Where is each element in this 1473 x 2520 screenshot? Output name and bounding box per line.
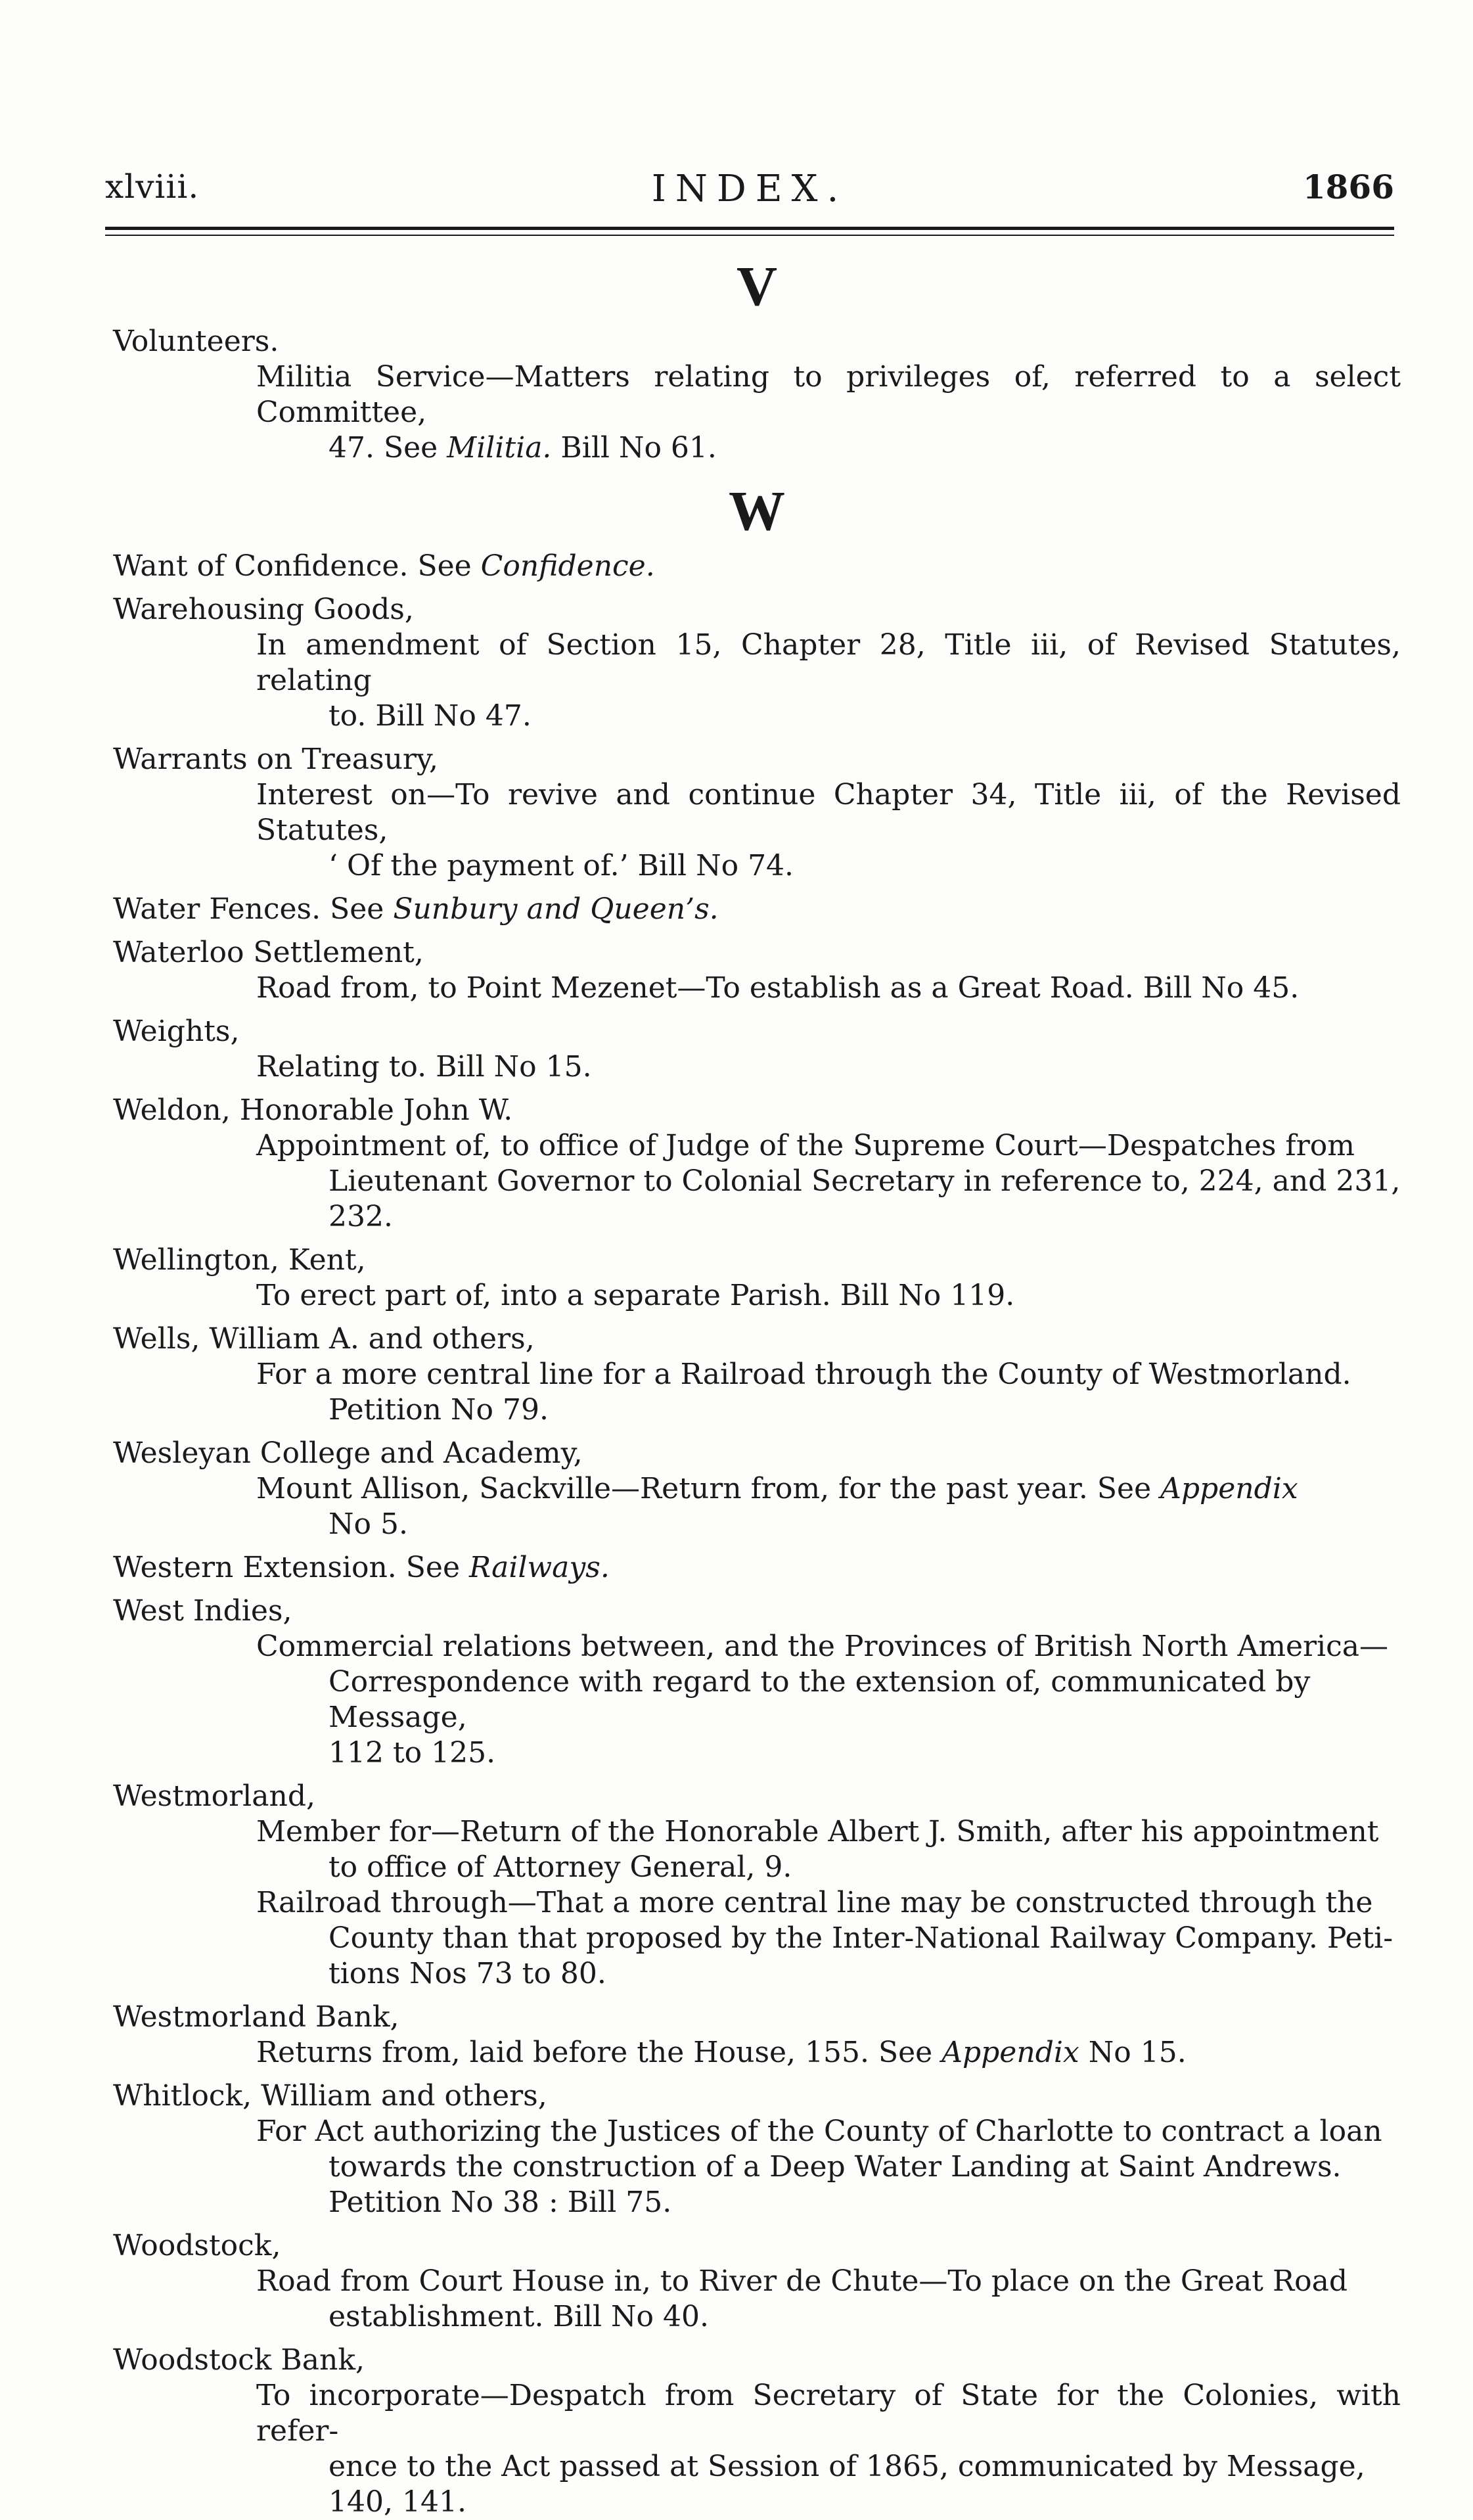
- entry-heading: [113, 1779, 1401, 1814]
- page-header: [105, 168, 1394, 214]
- entry-text: Petition No 38 : Bill 75.: [329, 2186, 672, 2219]
- entry-subheading: [256, 628, 1401, 734]
- subheading-line: [256, 971, 1401, 1006]
- subheading-line: [256, 1049, 1401, 1085]
- entry-subheading: [256, 1814, 1401, 1885]
- subheading-line: [256, 1629, 1401, 1664]
- entry-heading: [113, 592, 1401, 628]
- subheading-continuation: [256, 1664, 1401, 1771]
- page-title: INDEX.: [651, 168, 848, 210]
- index-entry: [113, 2000, 1401, 2071]
- subheading-line: [256, 359, 1401, 430]
- entry-heading-text: Westmorland Bank,: [113, 2000, 399, 2034]
- subheading-line: [256, 1128, 1401, 1164]
- index-entry: [113, 2343, 1401, 2520]
- entry-text: Road from Court House in, to River de Chute—To place on the Great Road: [256, 2264, 1348, 2298]
- index-entry: [113, 1093, 1401, 1235]
- entry-text: Bill No 61.: [551, 431, 717, 465]
- entry-subheading: [256, 777, 1401, 884]
- entry-text: Appendix: [941, 2036, 1079, 2069]
- entry-heading-text: Waterloo Settlement,: [113, 936, 424, 969]
- subheading-continuation: [256, 848, 1401, 884]
- entry-heading-text: Confidence.: [480, 549, 655, 583]
- entry-text: Mount Allison, Sackville—Return from, for the past year. See: [256, 1472, 1161, 1505]
- entry-heading: [113, 742, 1401, 777]
- subheading-continuation: [256, 430, 1401, 466]
- entry-text: To erect part of, into a separate Parish. Bill No 119.: [256, 1279, 1015, 1312]
- index-entry: [113, 935, 1401, 1006]
- entry-text: Commercial relations between, and the Provinces of British North America—: [256, 1630, 1388, 1663]
- entry-heading-text: Weights,: [113, 1015, 240, 1048]
- entry-subheading: [256, 971, 1401, 1006]
- entry-heading: [113, 2343, 1401, 2378]
- entry-heading: [113, 1243, 1401, 1278]
- subheading-continuation: [256, 1921, 1401, 1992]
- subheading-continuation: [256, 2149, 1401, 2220]
- subheading-line: [256, 777, 1401, 848]
- header-rule-thick: [105, 227, 1394, 230]
- entry-heading-text: Warrants on Treasury,: [113, 743, 438, 776]
- index-entry: [113, 742, 1401, 884]
- entry-subheading: [256, 1357, 1401, 1428]
- index-entry: [113, 2228, 1401, 2335]
- entry-heading: [113, 1593, 1401, 1629]
- entry-text: For a more central line for a Railroad through the County of Westmorland.: [256, 1358, 1351, 1391]
- entry-text: Militia Service—Matters relating to privileges of, referred to a select Committee,: [256, 360, 1401, 429]
- subheading-line: [256, 1885, 1401, 1921]
- subheading-line: [256, 1814, 1401, 1850]
- subheading-line: [256, 2035, 1401, 2071]
- entry-text: tions Nos 73 to 80.: [329, 1957, 606, 1990]
- entry-text: Member for—Return of the Honorable Albert J. Smith, after his appointment: [256, 1815, 1379, 1848]
- subheading-continuation: [256, 2299, 1401, 2335]
- index-entry: [113, 1593, 1401, 1771]
- subheading-continuation: [256, 2449, 1401, 2520]
- entry-heading-text: Woodstock,: [113, 2229, 281, 2262]
- entry-text: to. Bill No 47.: [329, 699, 532, 733]
- header-rule-thin: [105, 235, 1394, 236]
- index-entry: [113, 1321, 1401, 1428]
- entry-text: No 5.: [329, 1507, 408, 1541]
- entry-heading: [113, 2078, 1401, 2114]
- entry-text: Correspondence with regard to the extension of, communicated by Message,: [329, 1665, 1311, 1734]
- index-entry: [113, 324, 1401, 466]
- subheading-line: [256, 2264, 1401, 2299]
- subheading-line: [256, 1471, 1401, 1507]
- entry-text: Returns from, laid before the House, 155. See: [256, 2036, 942, 2069]
- subheading-continuation: [256, 1507, 1401, 1542]
- entry-text: No 15.: [1079, 2036, 1187, 2069]
- entry-heading: [113, 1436, 1401, 1471]
- entry-text: 47. See: [329, 431, 447, 465]
- entry-heading-text: Volunteers.: [113, 325, 279, 358]
- entry-text: Lieutenant Governor to Colonial Secretary in reference to, 224, and 231, 232.: [329, 1164, 1401, 1233]
- entry-subheading: [256, 2114, 1401, 2220]
- entry-text: towards the construction of a Deep Water Landing at Saint Andrews.: [329, 2150, 1342, 2184]
- entry-text: Appendix: [1160, 1472, 1298, 1505]
- entry-subheading: [256, 2264, 1401, 2335]
- entry-subheading: [256, 1471, 1401, 1542]
- entry-heading: [113, 935, 1401, 971]
- entry-heading: [113, 549, 1401, 584]
- entry-text: Militia.: [447, 431, 552, 465]
- entry-text: To incorporate—Despatch from Secretary of State for the Colonies, with refer-: [256, 2379, 1401, 2448]
- entry-text: Road from, to Point Mezenet—To establish as a Great Road. Bill No 45.: [256, 971, 1300, 1005]
- entry-text: Interest on—To revive and continue Chapter 34, Title iii, of the Revised Statutes,: [256, 778, 1401, 847]
- subheading-line: [256, 1357, 1401, 1392]
- entry-subheading: [256, 2035, 1401, 2071]
- entry-text: ‘ Of the payment of.’ Bill No 74.: [329, 849, 794, 882]
- subheading-continuation: [256, 699, 1401, 734]
- index-entry: [113, 2078, 1401, 2220]
- subheading-line: [256, 2114, 1401, 2149]
- entry-heading-text: Whitlock, William and others,: [113, 2079, 547, 2113]
- entry-heading-text: Western Extension. See: [113, 1551, 469, 1584]
- subheading-line: [256, 2378, 1401, 2449]
- entry-text: Relating to. Bill No 15.: [256, 1050, 592, 1084]
- entry-subheading: [256, 2378, 1401, 2520]
- entry-subheading: [256, 1885, 1401, 1992]
- entry-heading-text: Wells, William A. and others,: [113, 1322, 535, 1356]
- subheading-continuation: [256, 1164, 1401, 1235]
- index-entry: [113, 1779, 1401, 1992]
- index-entry: [113, 1436, 1401, 1542]
- entry-subheading: [256, 359, 1401, 466]
- section-letter: V: [736, 254, 778, 317]
- entry-text: For Act authorizing the Justices of the County of Charlotte to contract a loan: [256, 2115, 1382, 2148]
- entry-heading-text: Sunbury and Queen’s.: [393, 892, 719, 926]
- entry-heading: [113, 1014, 1401, 1049]
- entry-heading-text: West Indies,: [113, 1594, 292, 1628]
- entry-heading-text: Want of Confidence. See: [113, 549, 481, 583]
- section-letter: W: [729, 479, 785, 542]
- entry-heading: [113, 1321, 1401, 1357]
- index-entry: [113, 1550, 1401, 1586]
- entry-heading-text: Weldon, Honorable John W.: [113, 1093, 513, 1127]
- index-content: [113, 253, 1401, 2520]
- index-entry: [113, 549, 1401, 584]
- page-number: xlviii.: [105, 168, 200, 206]
- entry-heading-text: Water Fences. See: [113, 892, 394, 926]
- entry-text: Appointment of, to office of Judge of the Supreme Court—Despatches from: [256, 1129, 1355, 1162]
- index-entry: [113, 1243, 1401, 1314]
- subheading-continuation: [256, 1392, 1401, 1428]
- entry-heading: [113, 2228, 1401, 2264]
- entry-text: 112 to 125.: [329, 1736, 496, 1770]
- entry-heading-text: Westmorland,: [113, 1779, 315, 1813]
- entry-subheading: [256, 1278, 1401, 1314]
- entry-heading-text: Wesleyan College and Academy,: [113, 1436, 583, 1470]
- page-year: 1866: [1302, 168, 1394, 206]
- subheading-line: [256, 1278, 1401, 1314]
- entry-text: to office of Attorney General, 9.: [329, 1850, 792, 1884]
- index-entry: [113, 892, 1401, 927]
- index-entry: [113, 592, 1401, 734]
- entry-heading-text: Warehousing Goods,: [113, 593, 414, 626]
- entry-heading: [113, 1093, 1401, 1128]
- entry-subheading: [256, 1128, 1401, 1235]
- entry-heading-text: Railways.: [469, 1551, 610, 1584]
- entry-subheading: [256, 1629, 1401, 1771]
- entry-text: ence to the Act passed at Session of 1865, communicated by Message,: [329, 2450, 1365, 2483]
- entry-heading: [113, 324, 1401, 359]
- subheading-continuation: [256, 1850, 1401, 1885]
- entry-heading: [113, 892, 1401, 927]
- entry-heading-text: Woodstock Bank,: [113, 2343, 365, 2377]
- entry-text: Railroad through—That a more central line may be constructed through the: [256, 1886, 1373, 1919]
- index-entry: [113, 1014, 1401, 1085]
- entry-heading: [113, 1550, 1401, 1586]
- entry-text: In amendment of Section 15, Chapter 28, Title iii, of Revised Statutes, relating: [256, 628, 1401, 697]
- entry-heading: [113, 2000, 1401, 2035]
- entry-heading-text: Wellington, Kent,: [113, 1243, 366, 1277]
- entry-text: County than that proposed by the Inter-National Railway Company. Peti-: [329, 1921, 1394, 1955]
- entry-text: 140, 141.: [329, 2485, 466, 2519]
- entry-text: establishment. Bill No 40.: [329, 2300, 710, 2333]
- subheading-line: [256, 628, 1401, 699]
- entry-text: Petition No 79.: [329, 1393, 549, 1427]
- entry-subheading: [256, 1049, 1401, 1085]
